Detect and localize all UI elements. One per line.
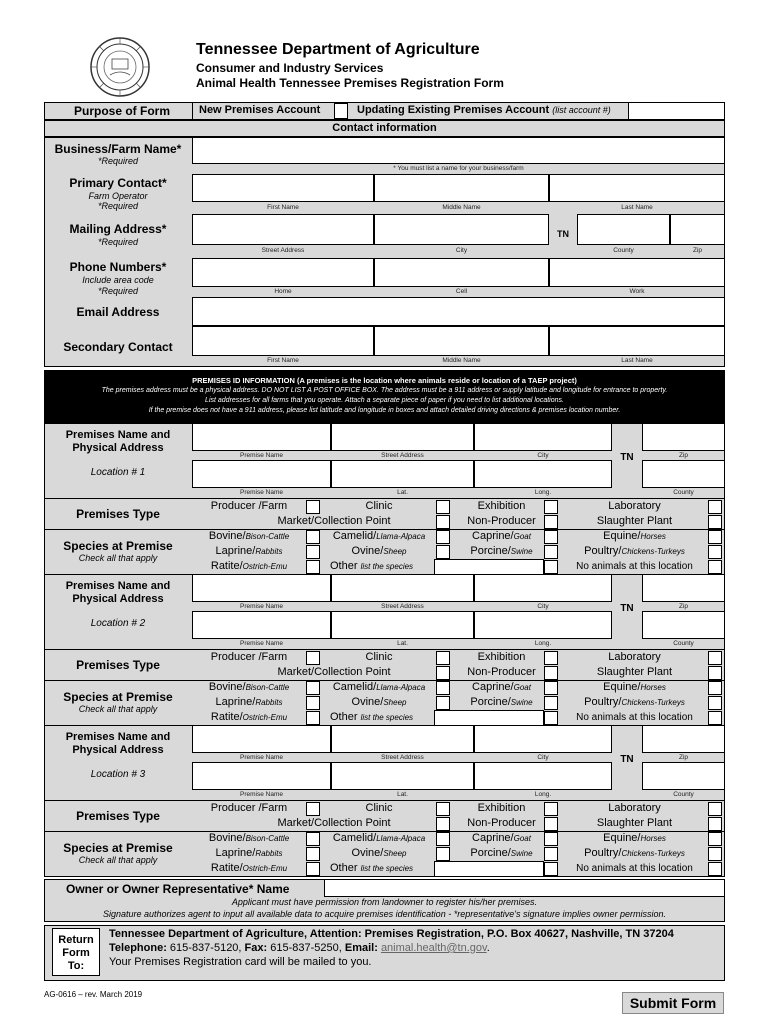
premises-type-label: Premises Type [76, 507, 160, 521]
premise-name-2-caption: Premise Name [240, 640, 283, 647]
slaughter-option: Slaughter Plant [596, 515, 673, 527]
clinic-option: Clinic [365, 500, 393, 512]
porcine-checkbox[interactable] [544, 696, 558, 710]
equine-option: Equine/Horses [603, 681, 666, 693]
porcine-option: Porcine/Swine [470, 696, 533, 708]
phone-required: *Required [97, 286, 139, 296]
equine-option: Equine/Horses [603, 832, 666, 844]
exhibition-checkbox[interactable] [544, 802, 558, 816]
slaughter-checkbox[interactable] [708, 515, 722, 529]
species-label: Species at Premise [63, 539, 173, 553]
slaughter-option: Slaughter Plant [596, 817, 673, 829]
secondary-contact-label: Secondary Contact [63, 340, 173, 354]
owner-name-input[interactable] [324, 879, 725, 897]
premise-name-input[interactable] [192, 725, 331, 753]
premises-info-line3: If the premise does not have a 911 address, please list latitude and longitude in boxes and attach detailed driving directions & premises location number. [148, 407, 621, 414]
lat-caption: Lat. [397, 791, 408, 798]
purpose-label: Purpose of Form [73, 104, 170, 118]
owner-signature-note: Signature authorizes agent to input all available data to acquire premises identification - *representative's signature implies owner permission. [102, 909, 667, 919]
phone-label: Phone Numbers* [69, 260, 167, 274]
equine-checkbox[interactable] [708, 681, 722, 695]
clinic-checkbox[interactable] [436, 802, 450, 816]
longitude-input[interactable] [474, 460, 612, 488]
work-phone-input[interactable] [549, 258, 725, 287]
premises-info-line1: The premises address must be a physical address. DO NOT LIST A POST OFFICE BOX. The address must be a 911 address or supply latitude and longitude for entrance to property. [101, 387, 668, 394]
long-caption: Long. [534, 489, 552, 496]
longitude-input[interactable] [474, 611, 612, 639]
secondary-middle-caption: Middle Name [442, 357, 481, 364]
city-input[interactable] [474, 423, 612, 451]
form-number: AG-0616 – rev. March 2019 [44, 990, 143, 999]
other-option: Other list the species [330, 862, 414, 874]
producer-farm-option: Producer /Farm [210, 500, 288, 512]
street-address-input[interactable] [331, 725, 474, 753]
bovine-checkbox[interactable] [306, 530, 320, 544]
premises-info-line2: List addresses for all farms that you operate. Attach a separate piece of paper if you need to list additional locations. [205, 397, 564, 404]
equine-checkbox[interactable] [708, 530, 722, 544]
mailing-city-input[interactable] [374, 214, 549, 245]
premise-name-caption: Premise Name [240, 452, 283, 459]
ratite-option: Ratite/Ostrich-Emu [210, 560, 288, 572]
ratite-checkbox[interactable] [306, 711, 320, 725]
mailing-required: *Required [97, 237, 139, 247]
bovine-option: Bovine/Bison-Cattle [208, 832, 290, 844]
county-caption: County [673, 791, 694, 798]
other-species-input[interactable] [434, 559, 544, 575]
laprine-option: Laprine/Rabbits [215, 847, 283, 859]
lat-caption: Lat. [397, 489, 408, 496]
email-link[interactable]: animal.health@tn.gov [380, 942, 487, 954]
longitude-input[interactable] [474, 762, 612, 790]
premise-name-caption: Premise Name [240, 603, 283, 610]
caprine-option: Caprine/Goat [472, 832, 531, 844]
premise-name-2-caption: Premise Name [240, 791, 283, 798]
mailed-note: Your Premises Registration card will be mailed to you. [109, 956, 372, 968]
check-all-note: Check all that apply [78, 553, 158, 563]
caprine-checkbox[interactable] [544, 681, 558, 695]
county-caption: County [613, 247, 634, 254]
exhibition-option: Exhibition [477, 651, 526, 663]
location-number: Location # 2 [90, 618, 146, 629]
primary-middle-name-input[interactable] [374, 174, 549, 202]
zip-input[interactable] [642, 725, 725, 753]
new-account-checkbox[interactable] [334, 103, 348, 119]
state-label: TN [620, 754, 634, 765]
equine-checkbox[interactable] [708, 832, 722, 846]
no-animals-checkbox[interactable] [708, 560, 722, 574]
laboratory-option: Laboratory [608, 500, 661, 512]
other-species-input[interactable] [434, 861, 544, 877]
zip-caption: Zip [678, 452, 689, 459]
tennessee-seal-icon [90, 37, 150, 97]
other-species-input[interactable] [434, 710, 544, 726]
location-number: Location # 3 [90, 769, 146, 780]
premise-name-caption: Premise Name [240, 754, 283, 761]
slaughter-checkbox[interactable] [708, 817, 722, 831]
clinic-option: Clinic [365, 802, 393, 814]
bovine-checkbox[interactable] [306, 832, 320, 846]
city-input[interactable] [474, 725, 612, 753]
laprine-checkbox[interactable] [306, 847, 320, 861]
secondary-last-caption: Last Name [621, 357, 653, 364]
latitude-input[interactable] [331, 611, 474, 639]
email-label: Email Address [76, 305, 160, 319]
producer-farm-checkbox[interactable] [306, 651, 320, 665]
zip-caption: Zip [692, 247, 703, 254]
exhibition-checkbox[interactable] [544, 651, 558, 665]
poultry-option: Poultry/Chickens-Turkeys [584, 545, 685, 557]
producer-farm-option: Producer /Farm [210, 802, 288, 814]
caprine-option: Caprine/Goat [472, 681, 531, 693]
secondary-first-name-input[interactable] [192, 326, 374, 356]
ovine-checkbox[interactable] [436, 545, 450, 559]
home-caption: Home [274, 288, 292, 295]
porcine-option: Porcine/Swine [470, 545, 533, 557]
business-note: * You must list a name for your business/farm [393, 165, 524, 172]
secondary-last-name-input[interactable] [549, 326, 725, 356]
producer-farm-checkbox[interactable] [306, 500, 320, 514]
zip-caption: Zip [678, 603, 689, 610]
laboratory-option: Laboratory [608, 651, 661, 663]
account-number-input[interactable] [628, 102, 725, 120]
laprine-checkbox[interactable] [306, 696, 320, 710]
laprine-option: Laprine/Rabbits [215, 696, 283, 708]
return-label: Return Form To: [58, 934, 94, 972]
poultry-option: Poultry/Chickens-Turkeys [584, 847, 685, 859]
form-title: Animal Health Tennessee Premises Registration Form [196, 76, 504, 90]
location-block-2 [44, 574, 725, 726]
county-input[interactable] [642, 762, 725, 790]
non-producer-option: Non-Producer [467, 515, 536, 527]
laboratory-checkbox[interactable] [708, 651, 722, 665]
work-caption: Work [629, 288, 645, 295]
email-input[interactable] [192, 297, 725, 326]
camelid-option: Camelid/Llama-Alpaca [332, 530, 426, 542]
mailing-state: TN [557, 229, 569, 239]
mailing-street-input[interactable] [192, 214, 374, 245]
ratite-checkbox[interactable] [306, 560, 320, 574]
business-name-input[interactable] [192, 137, 725, 164]
mailing-zip-input[interactable] [670, 214, 725, 245]
street-caption: Street Address [381, 754, 424, 761]
ratite-option: Ratite/Ostrich-Emu [210, 862, 288, 874]
county-caption: County [673, 640, 694, 647]
caprine-checkbox[interactable] [544, 530, 558, 544]
premises-info-banner [44, 370, 725, 423]
city-caption: City [537, 754, 549, 761]
owner-permission-note: Applicant must have permission from landowner to register his/her premises. [231, 897, 538, 907]
mailing-label: Mailing Address* [69, 222, 167, 236]
poultry-checkbox[interactable] [708, 847, 722, 861]
new-account-label: New Premises Account [199, 104, 321, 116]
street-caption: Street Address [381, 603, 424, 610]
bovine-checkbox[interactable] [306, 681, 320, 695]
ratite-option: Ratite/Ostrich-Emu [210, 711, 288, 723]
producer-farm-option: Producer /Farm [210, 651, 288, 663]
exhibition-option: Exhibition [477, 500, 526, 512]
area-code-note: Include area code [82, 275, 154, 285]
home-phone-input[interactable] [192, 258, 374, 287]
clinic-checkbox[interactable] [436, 651, 450, 665]
porcine-checkbox[interactable] [544, 847, 558, 861]
farm-operator-note: Farm Operator [88, 191, 148, 201]
camelid-checkbox[interactable] [436, 681, 450, 695]
premise-name-input[interactable] [192, 574, 331, 602]
primary-last-name-input[interactable] [549, 174, 725, 202]
no-animals-option: No animals at this location [576, 712, 693, 723]
premise-name-2-caption: Premise Name [240, 489, 283, 496]
submit-button[interactable]: Submit Form [622, 992, 724, 1014]
state-label: TN [620, 452, 634, 463]
primary-contact-label: Primary Contact* [69, 176, 167, 190]
premise-name-input[interactable] [192, 423, 331, 451]
ovine-checkbox[interactable] [436, 696, 450, 710]
other-option: Other list the species [330, 560, 414, 572]
cell-caption: Cell [455, 288, 468, 295]
check-all-note: Check all that apply [78, 855, 158, 865]
camelid-checkbox[interactable] [436, 832, 450, 846]
county-input[interactable] [642, 611, 725, 639]
market-checkbox[interactable] [436, 666, 450, 680]
no-animals-checkbox[interactable] [708, 862, 722, 876]
premise-name-2-input[interactable] [192, 611, 331, 639]
mailing-county-input[interactable] [577, 214, 670, 245]
middle-name-caption: Middle Name [442, 204, 481, 211]
market-option: Market/Collection Point [277, 817, 391, 829]
street-caption: Street Address [261, 247, 305, 254]
non-producer-checkbox[interactable] [544, 666, 558, 680]
no-animals-checkbox[interactable] [708, 711, 722, 725]
primary-required: *Required [97, 201, 139, 211]
contact-heading: Contact information [332, 122, 437, 134]
ovine-option: Ovine/Sheep [351, 696, 407, 708]
market-option: Market/Collection Point [277, 666, 391, 678]
premises-type-label: Premises Type [76, 809, 160, 823]
secondary-middle-name-input[interactable] [374, 326, 549, 356]
latitude-input[interactable] [331, 762, 474, 790]
ovine-option: Ovine/Sheep [351, 847, 407, 859]
city-caption: City [537, 603, 549, 610]
city-caption: City [537, 452, 549, 459]
business-label: Business/Farm Name* [54, 142, 182, 156]
poultry-option: Poultry/Chickens-Turkeys [584, 696, 685, 708]
other-option: Other list the species [330, 711, 414, 723]
location-number: Location # 1 [90, 467, 146, 478]
porcine-option: Porcine/Swine [470, 847, 533, 859]
other-checkbox[interactable] [544, 711, 558, 725]
latitude-input[interactable] [331, 460, 474, 488]
name-address-label: Premises Name and Physical Address [65, 731, 171, 756]
city-caption: City [455, 247, 468, 254]
species-label: Species at Premise [63, 690, 173, 704]
exhibition-option: Exhibition [477, 802, 526, 814]
premises-type-label: Premises Type [76, 658, 160, 672]
street-caption: Street Address [381, 452, 424, 459]
market-checkbox[interactable] [436, 817, 450, 831]
last-name-caption: Last Name [621, 204, 653, 211]
non-producer-option: Non-Producer [467, 666, 536, 678]
caprine-option: Caprine/Goat [472, 530, 531, 542]
zip-input[interactable] [642, 423, 725, 451]
premises-info-title: PREMISES ID INFORMATION (A premises is the location where animals reside or location of a TAEP project) [192, 376, 577, 385]
updating-label: Updating Existing Premises Account (list account #) [357, 104, 611, 116]
clinic-checkbox[interactable] [436, 500, 450, 514]
city-input[interactable] [474, 574, 612, 602]
state-label: TN [620, 603, 634, 614]
zip-caption: Zip [678, 754, 689, 761]
poultry-checkbox[interactable] [708, 696, 722, 710]
business-required: *Required [97, 156, 139, 166]
no-animals-option: No animals at this location [576, 863, 693, 874]
long-caption: Long. [534, 640, 552, 647]
agency-title: Tennessee Department of Agriculture [196, 41, 480, 58]
equine-option: Equine/Horses [603, 530, 666, 542]
laboratory-checkbox[interactable] [708, 500, 722, 514]
ovine-checkbox[interactable] [436, 847, 450, 861]
caprine-checkbox[interactable] [544, 832, 558, 846]
ratite-checkbox[interactable] [306, 862, 320, 876]
slaughter-option: Slaughter Plant [596, 666, 673, 678]
porcine-checkbox[interactable] [544, 545, 558, 559]
county-caption: County [673, 489, 694, 496]
county-input[interactable] [642, 460, 725, 488]
return-contact-line: Telephone: 615-837-5120, Fax: 615-837-5250, Email: animal.health@tn.gov. [109, 942, 490, 954]
non-producer-checkbox[interactable] [544, 817, 558, 831]
return-address: Tennessee Department of Agriculture, Attention: Premises Registration, P.O. Box 40627, Nashville, TN 37204 [109, 928, 674, 940]
camelid-checkbox[interactable] [436, 530, 450, 544]
street-address-input[interactable] [331, 423, 474, 451]
clinic-option: Clinic [365, 651, 393, 663]
non-producer-checkbox[interactable] [544, 515, 558, 529]
long-caption: Long. [534, 791, 552, 798]
division-title: Consumer and Industry Services [196, 61, 384, 75]
owner-label: Owner or Owner Representative* Name [66, 882, 290, 896]
street-address-input[interactable] [331, 574, 474, 602]
location-block-3 [44, 725, 725, 877]
poultry-checkbox[interactable] [708, 545, 722, 559]
market-option: Market/Collection Point [277, 515, 391, 527]
other-checkbox[interactable] [544, 862, 558, 876]
name-address-label: Premises Name and Physical Address [65, 580, 171, 605]
camelid-option: Camelid/Llama-Alpaca [332, 832, 426, 844]
secondary-first-caption: First Name [267, 357, 299, 364]
laboratory-checkbox[interactable] [708, 802, 722, 816]
check-all-note: Check all that apply [78, 704, 158, 714]
location-block-1 [44, 423, 725, 575]
cell-phone-input[interactable] [374, 258, 549, 287]
ovine-option: Ovine/Sheep [351, 545, 407, 557]
lat-caption: Lat. [397, 640, 408, 647]
bovine-option: Bovine/Bison-Cattle [208, 530, 290, 542]
laboratory-option: Laboratory [608, 802, 661, 814]
bovine-option: Bovine/Bison-Cattle [208, 681, 290, 693]
premise-name-2-input[interactable] [192, 460, 331, 488]
laprine-option: Laprine/Rabbits [215, 545, 283, 557]
primary-first-name-input[interactable] [192, 174, 374, 202]
non-producer-option: Non-Producer [467, 817, 536, 829]
premise-name-2-input[interactable] [192, 762, 331, 790]
laprine-checkbox[interactable] [306, 545, 320, 559]
name-address-label: Premises Name and Physical Address [65, 429, 171, 454]
producer-farm-checkbox[interactable] [306, 802, 320, 816]
exhibition-checkbox[interactable] [544, 500, 558, 514]
species-label: Species at Premise [63, 841, 173, 855]
camelid-option: Camelid/Llama-Alpaca [332, 681, 426, 693]
first-name-caption: First Name [267, 204, 299, 211]
slaughter-checkbox[interactable] [708, 666, 722, 680]
no-animals-option: No animals at this location [576, 561, 693, 572]
other-checkbox[interactable] [544, 560, 558, 574]
market-checkbox[interactable] [436, 515, 450, 529]
zip-input[interactable] [642, 574, 725, 602]
